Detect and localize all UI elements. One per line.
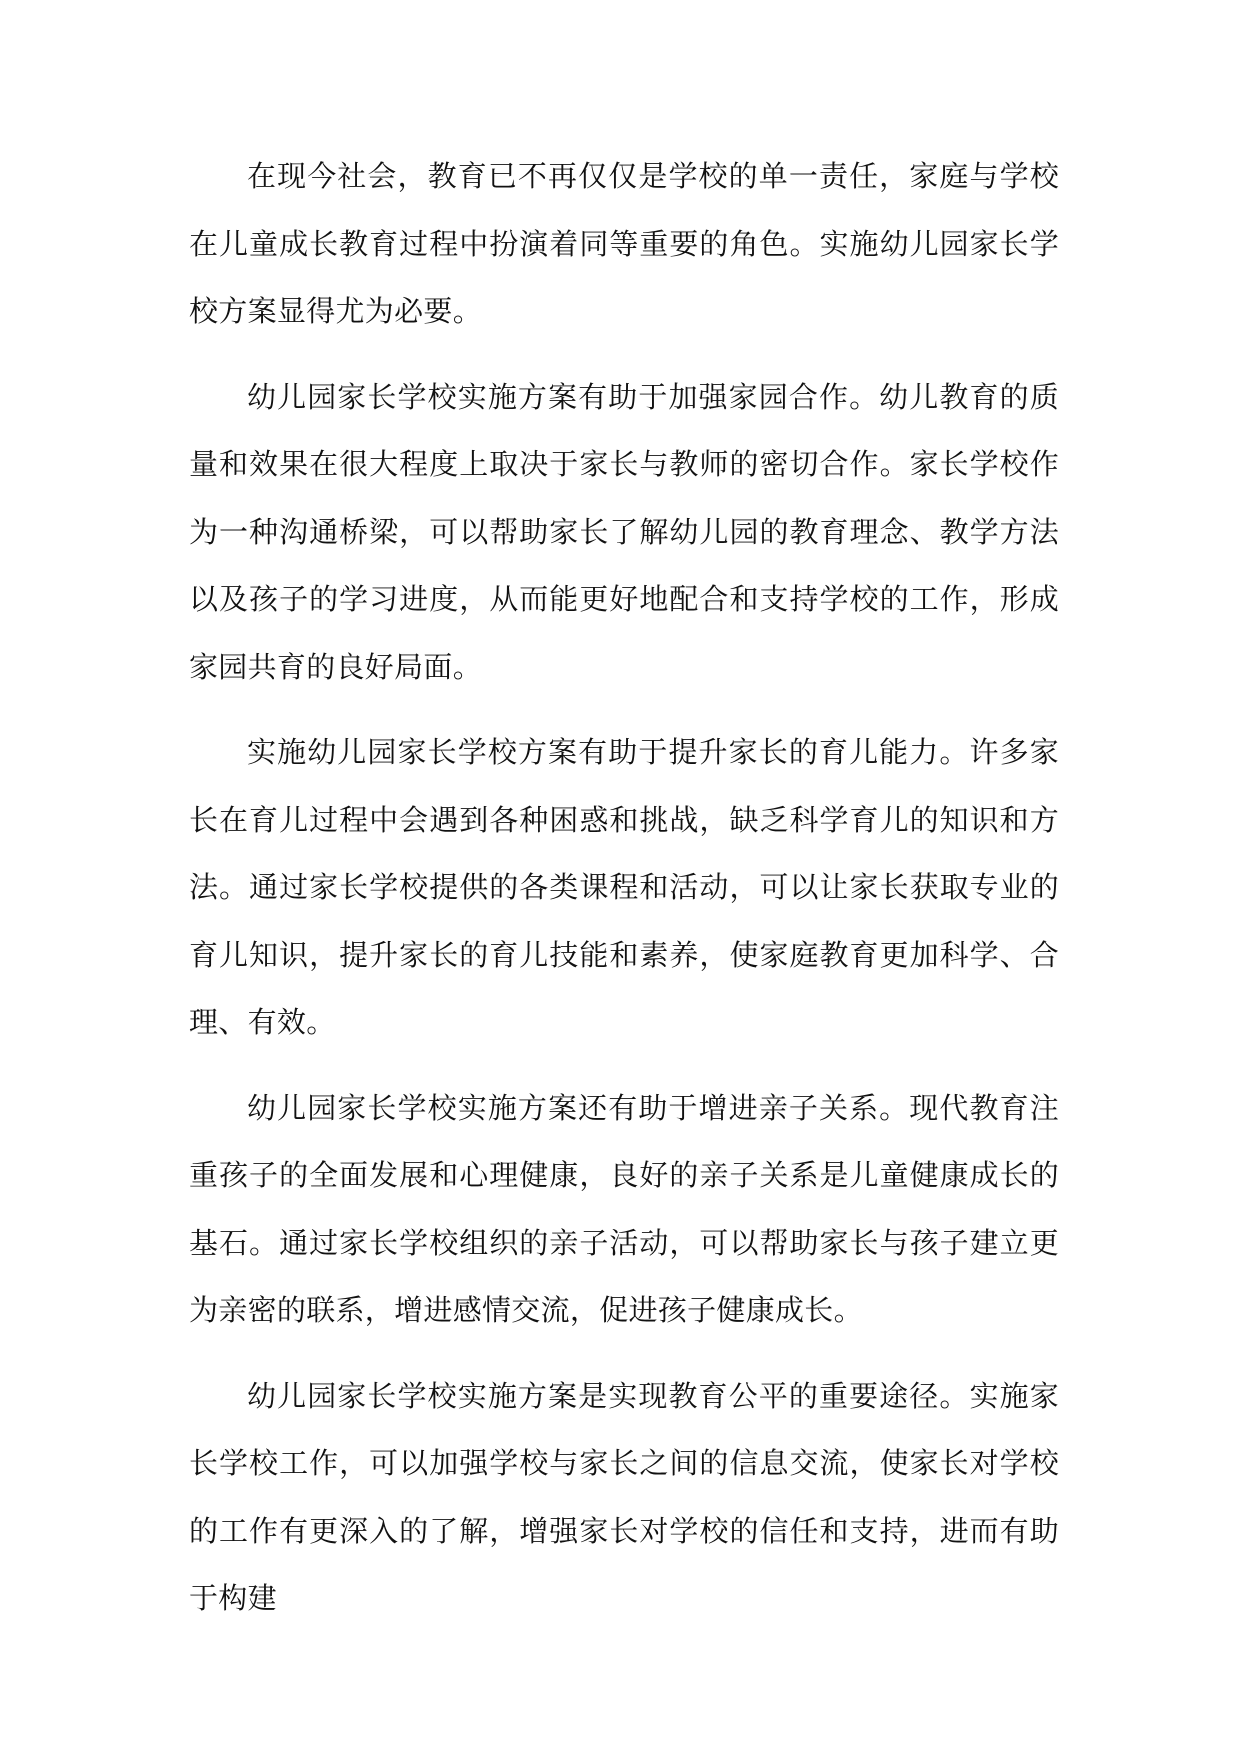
- paragraph: 在现今社会，教育已不再仅仅是学校的单一责任，家庭与学校在儿童成长教育过程中扮演着同等重要的角色。实施幼儿园家长学校方案显得尤为必要。: [189, 159, 1059, 328]
- paragraph: 幼儿园家长学校实施方案还有助于增进亲子关系。现代教育注重孩子的全面发展和心理健康，良好的亲子关系是儿童健康成长的基石。通过家长学校组织的亲子活动，可以帮助家长与孩子建立更为亲密的联系，增进感情交流，促进孩子健康成长。: [189, 1090, 1059, 1327]
- paragraph: 实施幼儿园家长学校方案有助于提升家长的育儿能力。许多家长在育儿过程中会遇到各种困惑和挑战，缺乏科学育儿的知识和方法。通过家长学校提供的各类课程和活动，可以让家长获取专业的育儿知识，提升家长的育儿技能和素养，使家庭教育更加科学、合理、有效。: [189, 735, 1059, 1039]
- paragraph: 幼儿园家长学校实施方案是实现教育公平的重要途径。实施家长学校工作，可以加强学校与家长之间的信息交流，使家长对学校的工作有更深入的了解，增强家长对学校的信任和支持，进而有助于构建: [189, 1378, 1059, 1615]
- paragraph: 幼儿园家长学校实施方案有助于加强家园合作。幼儿教育的质量和效果在很大程度上取决于家长与教师的密切合作。家长学校作为一种沟通桥梁，可以帮助家长了解幼儿园的教育理念、教学方法以及孩子的学习进度，从而能更好地配合和支持学校的工作，形成家园共育的良好局面。: [189, 379, 1059, 684]
- document-body: [189, 143, 1059, 1651]
